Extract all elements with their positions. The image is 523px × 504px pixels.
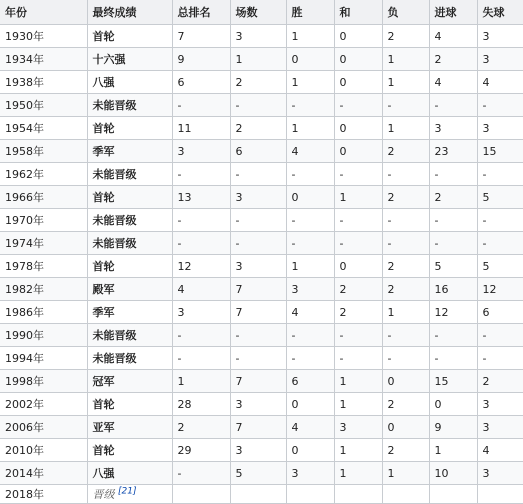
cell-drawn: 1 (334, 462, 382, 485)
cell-goals-against: 6 (477, 301, 523, 324)
cell-goals-for: 2 (429, 48, 477, 71)
cell-year: 1978年 (0, 255, 87, 278)
cell-goals-for: 4 (429, 25, 477, 48)
cell-rank: 3 (172, 301, 230, 324)
cell-goals-for: 1 (429, 439, 477, 462)
cell-result: 未能晋级 (87, 232, 172, 255)
cell-played: 2 (230, 71, 286, 94)
cell-drawn: - (334, 209, 382, 232)
cell-result: 未能晋级 (87, 324, 172, 347)
cell-year: 1994年 (0, 347, 87, 370)
cell-won: 1 (286, 71, 334, 94)
cell-won: 0 (286, 393, 334, 416)
table-row (0, 163, 523, 186)
cell-played: 7 (230, 301, 286, 324)
header-row (0, 0, 523, 25)
cell-goals-against: 3 (477, 48, 523, 71)
header-lost: 负 (382, 0, 429, 25)
cell-goals-against: 3 (477, 416, 523, 439)
table-row (0, 140, 523, 163)
cell-drawn: - (334, 232, 382, 255)
header-played: 场数 (230, 0, 286, 25)
cell-drawn: 0 (334, 48, 382, 71)
cell-result: 十六强 (87, 48, 172, 71)
cell-result: 未能晋级 (87, 209, 172, 232)
header-year: 年份 (0, 0, 87, 25)
cell-won: 1 (286, 255, 334, 278)
cell-played: 5 (230, 462, 286, 485)
table-row (0, 186, 523, 209)
cell-drawn: 3 (334, 416, 382, 439)
cell-result: 首轮 (87, 439, 172, 462)
cell-rank: 4 (172, 278, 230, 301)
cell-lost: 1 (382, 301, 429, 324)
cell-won: 6 (286, 370, 334, 393)
cell-result: 八强 (87, 71, 172, 94)
cell-goals-against: 5 (477, 186, 523, 209)
cell-result: 八强 (87, 462, 172, 485)
cell-won: 4 (286, 301, 334, 324)
cell-result: 季军 (87, 301, 172, 324)
table-row (0, 393, 523, 416)
cell-year: 1958年 (0, 140, 87, 163)
cell-played: - (230, 94, 286, 117)
cell-played: 2 (230, 117, 286, 140)
table-row (0, 48, 523, 71)
cell-played: 7 (230, 278, 286, 301)
cell-played: 3 (230, 186, 286, 209)
cell-goals-for: - (429, 209, 477, 232)
cell-year: 2006年 (0, 416, 87, 439)
table-row (0, 485, 523, 504)
cell-goals-for: - (429, 232, 477, 255)
cell-lost: 1 (382, 462, 429, 485)
cell-rank: 29 (172, 439, 230, 462)
cell-result: 未能晋级 (87, 163, 172, 186)
cell-won: 1 (286, 25, 334, 48)
cell-year: 2014年 (0, 462, 87, 485)
cell-goals-for: 23 (429, 140, 477, 163)
cell-played: 3 (230, 439, 286, 462)
cell-drawn: 1 (334, 439, 382, 462)
cell-played: - (230, 324, 286, 347)
cell-year: 1998年 (0, 370, 87, 393)
cell-lost: 1 (382, 48, 429, 71)
table-row (0, 71, 523, 94)
cell-drawn: 0 (334, 140, 382, 163)
cell-goals-against: - (477, 347, 523, 370)
cell-result: 殿军 (87, 278, 172, 301)
cell-drawn: - (334, 347, 382, 370)
cell-won: 3 (286, 278, 334, 301)
cell-rank: 7 (172, 25, 230, 48)
cell-rank: 9 (172, 48, 230, 71)
cell-goals-for: 15 (429, 370, 477, 393)
cell-goals-against: - (477, 209, 523, 232)
cell-result: 季军 (87, 140, 172, 163)
cell-goals-for: - (429, 163, 477, 186)
cell-goals-for: - (429, 324, 477, 347)
cell-year: 1950年 (0, 94, 87, 117)
cell-played: 6 (230, 140, 286, 163)
cell-goals-against: 4 (477, 439, 523, 462)
cell-result: 首轮 (87, 186, 172, 209)
cell-rank: - (172, 209, 230, 232)
table-row (0, 439, 523, 462)
cell-played: 3 (230, 393, 286, 416)
cell-goals-for: 0 (429, 393, 477, 416)
cell-result: 亚军 (87, 416, 172, 439)
cell-drawn: - (334, 163, 382, 186)
cell-rank: - (172, 232, 230, 255)
cell-rank: - (172, 324, 230, 347)
cell-played: 1 (230, 48, 286, 71)
cell-goals-against: 3 (477, 462, 523, 485)
cell-rank: 13 (172, 186, 230, 209)
cell-drawn: - (334, 324, 382, 347)
cell-lost: 1 (382, 117, 429, 140)
cell-year: 1990年 (0, 324, 87, 347)
cell-lost: - (382, 347, 429, 370)
cell-played: - (230, 209, 286, 232)
cell-goals-against: - (477, 232, 523, 255)
cell-lost: - (382, 324, 429, 347)
cell-played: 7 (230, 370, 286, 393)
cell-rank: - (172, 462, 230, 485)
cell-result: 首轮 (87, 255, 172, 278)
cell-drawn: 1 (334, 186, 382, 209)
cell-year: 1962年 (0, 163, 87, 186)
cell-drawn: 1 (334, 370, 382, 393)
table-row (0, 324, 523, 347)
cell-won: - (286, 94, 334, 117)
cell-lost: 1 (382, 71, 429, 94)
cell-goals-against: - (477, 163, 523, 186)
table-row (0, 347, 523, 370)
header-rank: 总排名 (172, 0, 230, 25)
table-row (0, 232, 523, 255)
cell-result: 首轮 (87, 25, 172, 48)
table-row (0, 117, 523, 140)
cell-result: 晋级 [21] (87, 485, 172, 504)
cell-year: 1974年 (0, 232, 87, 255)
header-drawn: 和 (334, 0, 382, 25)
cell-goals-for: 10 (429, 462, 477, 485)
cell-year: 1930年 (0, 25, 87, 48)
cell-drawn: - (334, 94, 382, 117)
cell-rank: 3 (172, 140, 230, 163)
cell-won: - (286, 232, 334, 255)
table-row (0, 462, 523, 485)
cell-rank: - (172, 94, 230, 117)
cell-won: 0 (286, 48, 334, 71)
cell-goals-for: 3 (429, 117, 477, 140)
cell-year: 1954年 (0, 117, 87, 140)
table-row (0, 416, 523, 439)
cell-drawn: 0 (334, 71, 382, 94)
cell-goals-for: 12 (429, 301, 477, 324)
cell-year: 2018年 (0, 485, 87, 504)
cell-goals-against: - (477, 94, 523, 117)
cell-lost: 2 (382, 278, 429, 301)
cell-goals-against: 4 (477, 71, 523, 94)
cell-rank: 11 (172, 117, 230, 140)
cell-goals-for: - (429, 347, 477, 370)
cell-goals-for: 5 (429, 255, 477, 278)
cell-won: - (286, 163, 334, 186)
cell-lost: - (382, 232, 429, 255)
header-result: 最终成绩 (87, 0, 172, 25)
cell-result: 未能晋级 (87, 347, 172, 370)
header-goals-against: 失球 (477, 0, 523, 25)
cell-goals-for: 2 (429, 186, 477, 209)
cell-lost: - (382, 209, 429, 232)
cell-played: - (230, 232, 286, 255)
cell-goals-for: 4 (429, 71, 477, 94)
cell-goals-for: 9 (429, 416, 477, 439)
table-row (0, 209, 523, 232)
cell-rank: - (172, 347, 230, 370)
cell-drawn: 0 (334, 25, 382, 48)
cell-played: - (230, 347, 286, 370)
cell-result: 首轮 (87, 117, 172, 140)
cell-played: 7 (230, 416, 286, 439)
cell-year: 1986年 (0, 301, 87, 324)
cell-year: 2002年 (0, 393, 87, 416)
header-won: 胜 (286, 0, 334, 25)
cell-lost: 2 (382, 186, 429, 209)
cell-lost: 2 (382, 25, 429, 48)
cell-won: 3 (286, 462, 334, 485)
cell-won: 4 (286, 140, 334, 163)
cell-won: 0 (286, 186, 334, 209)
cell-goals-against: 3 (477, 25, 523, 48)
cell-goals-for: 16 (429, 278, 477, 301)
cell-year: 1970年 (0, 209, 87, 232)
cell-goals-against: 5 (477, 255, 523, 278)
cell-goals-against: 2 (477, 370, 523, 393)
cell-won: - (286, 209, 334, 232)
cell-goals-for: - (429, 94, 477, 117)
cell-rank: 6 (172, 71, 230, 94)
header-goals-for: 进球 (429, 0, 477, 25)
cell-result: 未能晋级 (87, 94, 172, 117)
cell-lost: 2 (382, 255, 429, 278)
cell-rank: 12 (172, 255, 230, 278)
cell-year: 1938年 (0, 71, 87, 94)
cell-rank: 1 (172, 370, 230, 393)
cell-goals-against: 3 (477, 117, 523, 140)
reference-link[interactable]: [21] (118, 486, 137, 497)
cell-year: 1982年 (0, 278, 87, 301)
cell-won: 1 (286, 117, 334, 140)
cell-lost: 2 (382, 140, 429, 163)
cell-goals-against: 15 (477, 140, 523, 163)
cell-goals-against: - (477, 324, 523, 347)
cell-lost: - (382, 163, 429, 186)
cell-rank: - (172, 163, 230, 186)
table-row (0, 94, 523, 117)
cell-drawn: 1 (334, 393, 382, 416)
cell-lost: 2 (382, 439, 429, 462)
cell-played: 3 (230, 255, 286, 278)
cell-won: - (286, 347, 334, 370)
cell-drawn: 2 (334, 301, 382, 324)
cell-drawn: 0 (334, 117, 382, 140)
cell-result: 首轮 (87, 393, 172, 416)
cell-year: 1966年 (0, 186, 87, 209)
table-row (0, 301, 523, 324)
cell-goals-against: 12 (477, 278, 523, 301)
cell-rank: 28 (172, 393, 230, 416)
cell-lost: 0 (382, 416, 429, 439)
cell-result: 冠军 (87, 370, 172, 393)
table-row (0, 370, 523, 393)
cell-won: 4 (286, 416, 334, 439)
cell-drawn: 2 (334, 278, 382, 301)
table-row (0, 278, 523, 301)
cell-drawn: 0 (334, 255, 382, 278)
cell-won: 0 (286, 439, 334, 462)
cell-lost: 0 (382, 370, 429, 393)
cell-year: 1934年 (0, 48, 87, 71)
cell-year: 2010年 (0, 439, 87, 462)
cell-rank: 2 (172, 416, 230, 439)
cell-played: 3 (230, 25, 286, 48)
cell-lost: 2 (382, 393, 429, 416)
cell-lost: - (382, 94, 429, 117)
cell-won: - (286, 324, 334, 347)
cell-goals-against: 3 (477, 393, 523, 416)
table-row (0, 255, 523, 278)
table-row (0, 25, 523, 48)
cell-played: - (230, 163, 286, 186)
